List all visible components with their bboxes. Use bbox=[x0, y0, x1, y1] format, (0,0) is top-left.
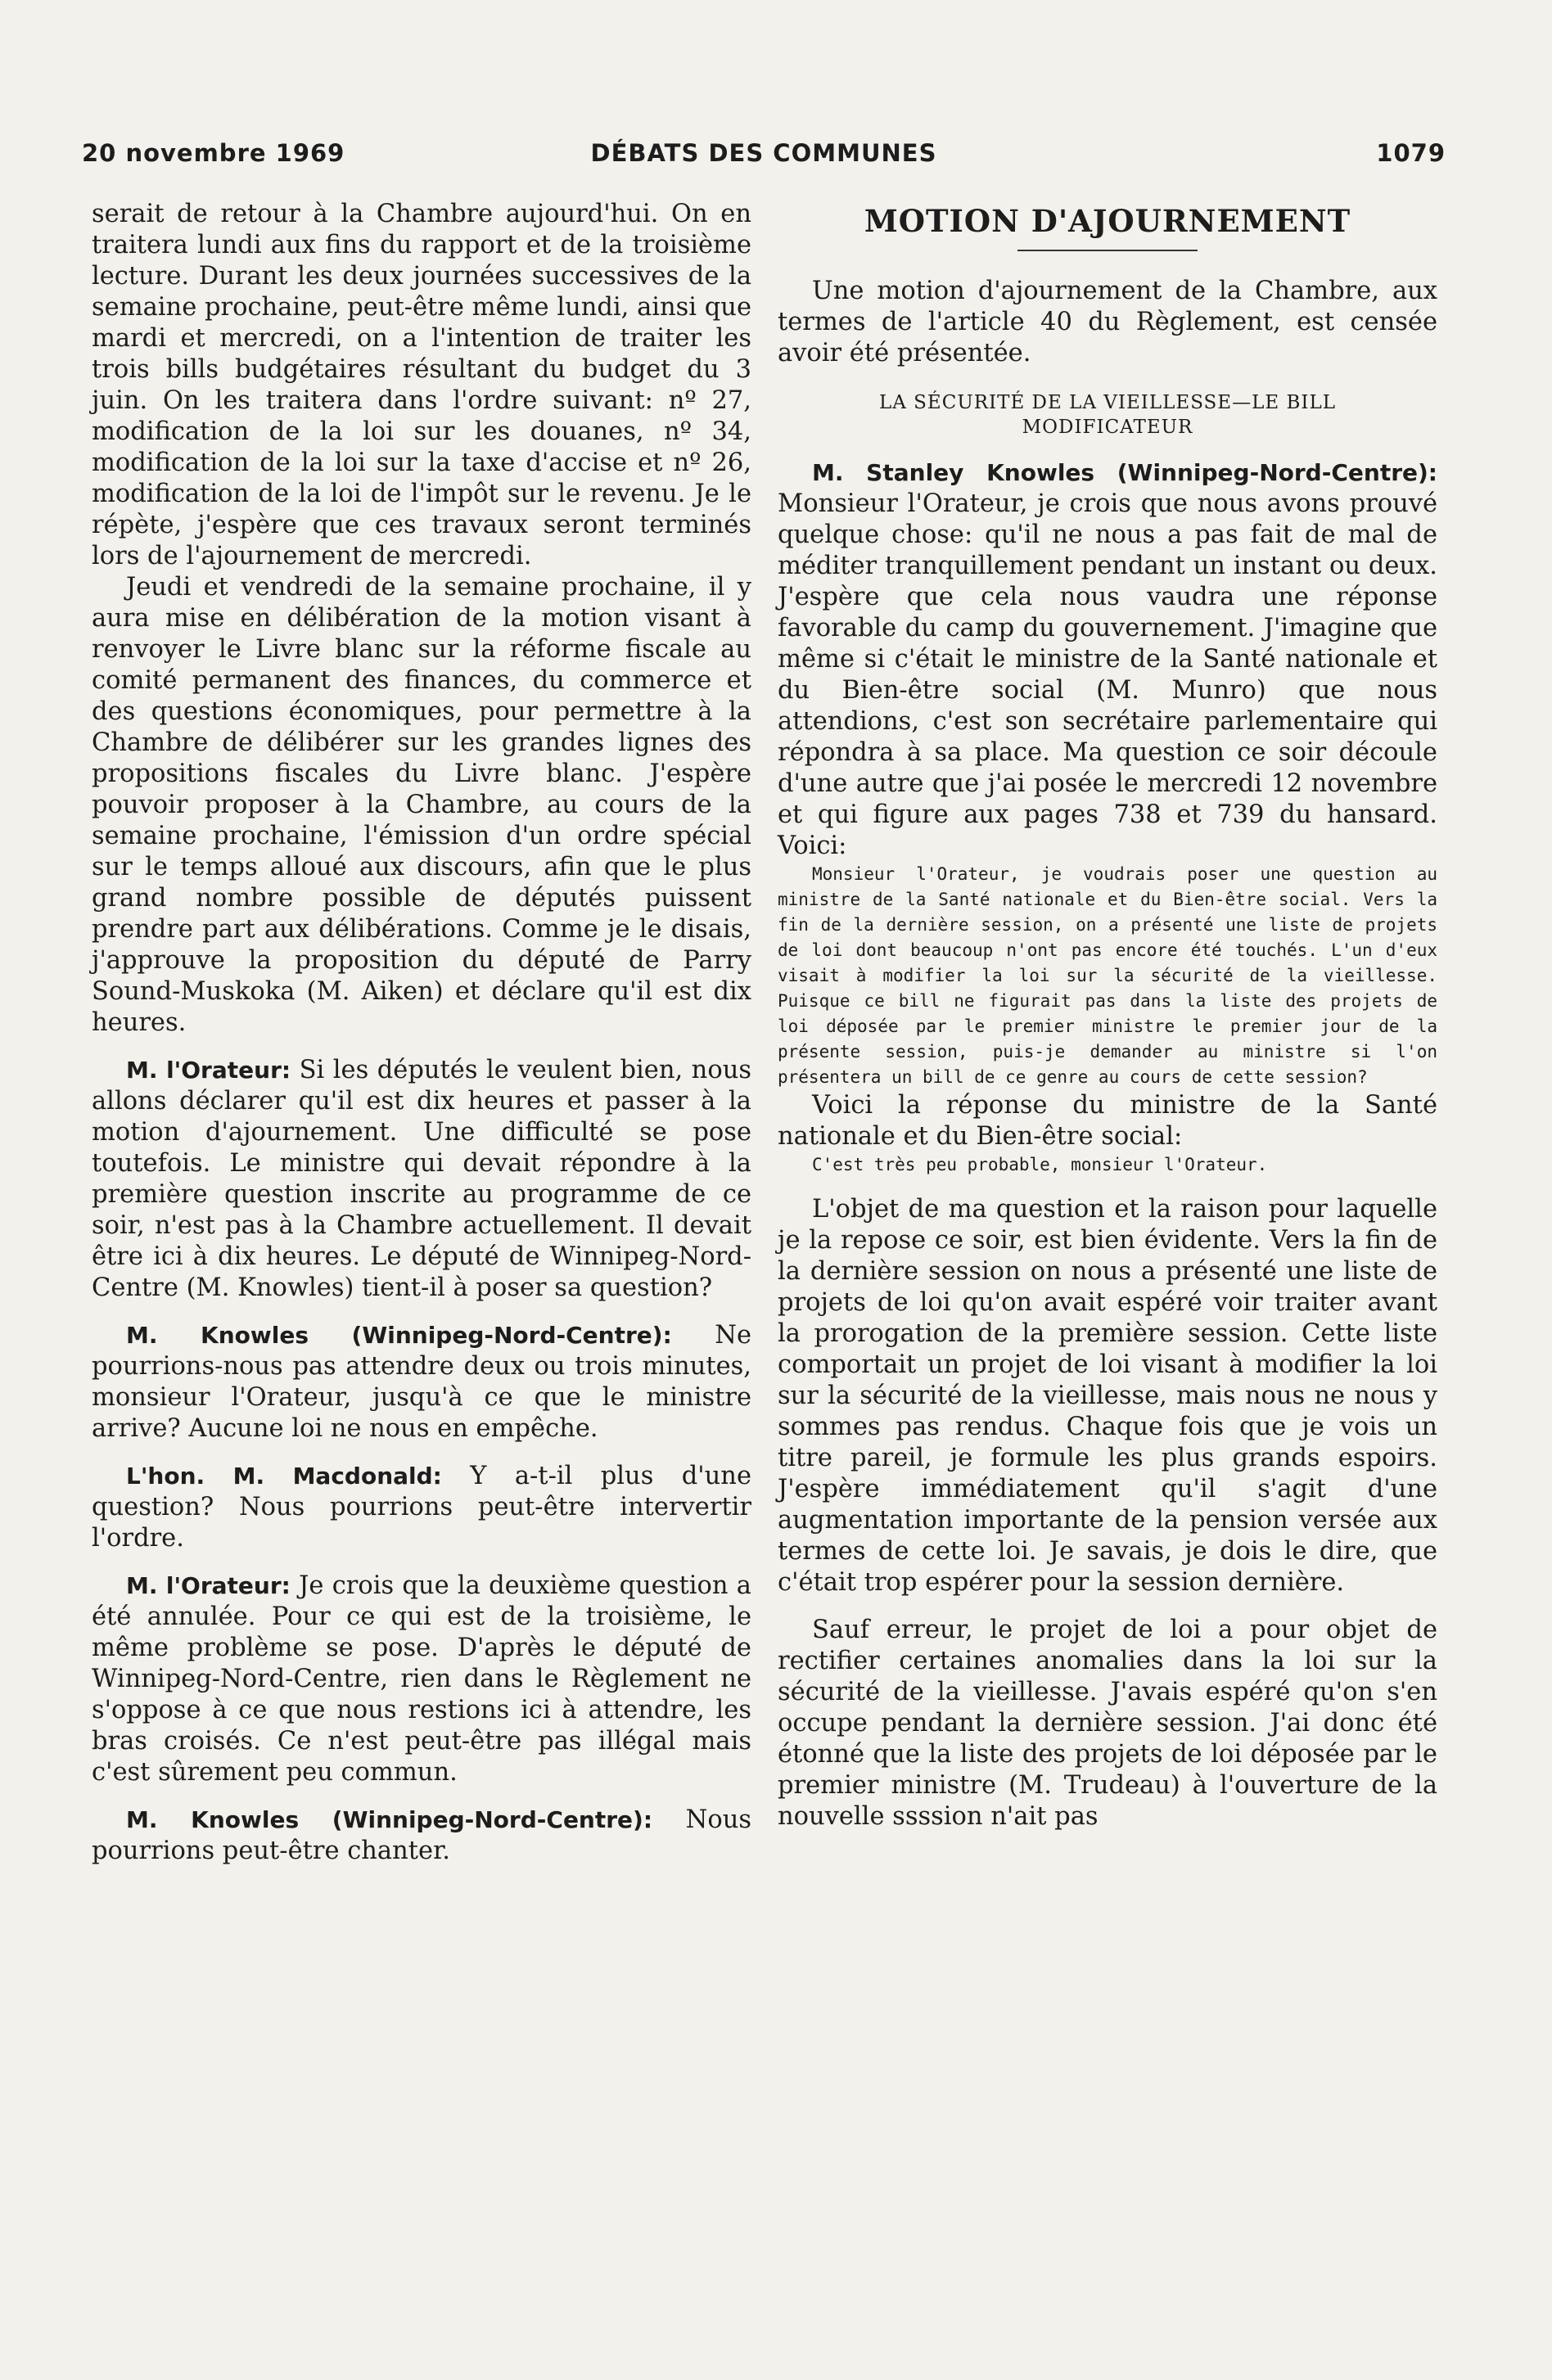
title-divider bbox=[1017, 250, 1198, 251]
paragraph: Une motion d'ajournement de la Chambre, aux termes de l'article 40 du Règlement, est censée avoir été présentée. bbox=[778, 277, 1437, 367]
header-date: 20 novembre 1969 bbox=[82, 139, 345, 167]
speaker-name: M. l'Orateur: bbox=[126, 1572, 291, 1599]
speech bbox=[92, 1805, 751, 1867]
paragraph: L'objet de ma question et la raison pour laquelle je la repose ce soir, est bien évidente. Vers la fin de la dernière session on nous a présenté une liste de projets de loi qu'on avait espéré voir traiter avant la prorogation de la première session. Cette liste comportait un projet de loi visant à modifier la loi sur la sécurité de la vieillesse, mais nous ne nous y sommes pas rendus. Chaque fois que je vois un titre pareil, je formule les plus grands espoirs. J'espère immédiatement qu'il s'agit d'une augmentation importante de la pension versée aux termes de cette loi. Je savais, je dois le dire, que c'était trop espérer pour la session dernière. bbox=[778, 1195, 1437, 1597]
subheading: LA SÉCURITÉ DE LA VIEILLESSE—LE BILL MODIFICATEUR bbox=[878, 392, 1336, 438]
right-column bbox=[778, 202, 1437, 1832]
paragraph: Jeudi et vendredi de la semaine prochaine, il y aura mise en délibération de la motion visant à renvoyer le Livre blanc sur la réforme fiscale au comité permanent des finances, du commerce et des questions économiques, pour permettre à la Chambre de délibérer sur les grandes lignes des propositions fiscales du Livre blanc. J'espère pouvoir proposer à la Chambre, au cours de la semaine prochaine, l'émission d'un ordre spécial sur le temps alloué aux discours, afin que le plus grand nombre possible de députés puissent prendre part aux délibérations. Comme je le disais, j'approuve la proposition du député de Parry Sound-Muskoka (M. Aiken) et déclare qu'il est dix heures. bbox=[92, 573, 751, 1037]
speech-text: Nous pourrions peut-être chanter. bbox=[92, 1805, 751, 1865]
speech bbox=[778, 458, 1437, 862]
paragraph: Sauf erreur, le projet de loi a pour objet de rectifier certaines anomalies dans la loi sur la sécurité de la vieillesse. J'avais espéré qu'on s'en occupe pendant la dernière session. J'ai donc été étonné que la liste des projets de loi déposée par le premier ministre (M. Trudeau) à l'ouverture de la nouvelle ssssion n'ait pas bbox=[778, 1616, 1437, 1831]
speech bbox=[92, 1055, 751, 1304]
left-column bbox=[92, 199, 751, 1867]
paragraph: Voici la réponse du ministre de la Santé nationale et du Bien-être social: bbox=[778, 1091, 1437, 1151]
speech-text: Je crois que la deuxième question a été annulée. Pour ce qui est de la troisième, le même problème se pose. D'après le député de Winnipeg-Nord-Centre, rien dans le Règlement ne s'oppose à ce que nous restions ici à attendre, les bras croisés. Ce n'est peut-être pas illégal mais c'est sûrement peu commun. bbox=[92, 1571, 751, 1787]
page-header bbox=[82, 139, 1446, 178]
page-number: 1079 bbox=[1376, 139, 1446, 167]
section-title: MOTION D'AJOURNEMENT bbox=[864, 203, 1351, 239]
quoted-answer: C'est très peu probable, monsieur l'Orateur. bbox=[812, 1155, 1268, 1174]
speech bbox=[92, 1320, 751, 1445]
speaker-name: M. Knowles (Winnipeg-Nord-Centre): bbox=[126, 1806, 653, 1833]
speech-text: Monsieur l'Orateur, je crois que nous avons prouvé quelque chose: qu'il ne nous a pas fait de mal de méditer tranquillement pendant un instant ou deux. J'espère que cela nous vaudra une réponse favorable du camp du gouvernement. J'imagine que même si c'était le ministre de la Santé nationale et du Bien-être social (M. Munro) que nous attendions, c'est son secrétaire parlementaire qui répondra à sa place. Ma question ce soir découle d'une autre que j'ai posée le mercredi 12 novembre et qui figure aux pages 738 et 739 du hansard. Voici: bbox=[778, 489, 1437, 860]
speaker-name: M. Knowles (Winnipeg-Nord-Centre): bbox=[126, 1322, 672, 1349]
speaker-name: M. Stanley Knowles (Winnipeg-Nord-Centre): bbox=[812, 459, 1437, 486]
paragraph: serait de retour à la Chambre aujourd'hui. On en traitera lundi aux fins du rapport et de la troisième lecture. Durant les deux journées successives de la semaine prochaine, peut-être même lundi, ainsi que mardi et mercredi, on a l'intention de traiter les trois bills budgétaires résultant du budget du 3 juin. On les traitera dans l'ordre suivant: nº 27, modification de la loi sur les douanes, nº 34, modification de la loi sur la taxe d'accise et nº 26, modification de la loi de l'impôt sur le revenu. Je le répète, j'espère que ces travaux seront terminés lors de l'ajournement de mercredi. bbox=[92, 200, 751, 570]
speech-text: Y a-t-il plus d'une question? Nous pourrions peut-être intervertir l'ordre. bbox=[92, 1462, 752, 1553]
speech-text: Ne pourrions-nous pas attendre deux ou trois minutes, monsieur l'Orateur, jusqu'à ce que le ministre arrive? Aucune loi ne nous en empêche. bbox=[92, 1321, 751, 1443]
header-title: DÉBATS DES COMMUNES bbox=[590, 139, 937, 167]
speaker-name: M. l'Orateur: bbox=[126, 1057, 291, 1084]
speech-text: Si les députés le veulent bien, nous allons déclarer qu'il est dix heures et passer à la motion d'ajournement. Une difficulté se pose toutefois. Le ministre qui devait répondre à la première question inscrite au programme de ce soir, n'est pas à la Chambre actuellement. Il devait être ici à dix heures. Le député de Winnipeg-Nord-Centre (M. Knowles) tient-il à poser sa question? bbox=[92, 1056, 751, 1302]
quoted-question: Monsieur l'Orateur, je voudrais poser une question au ministre de la Santé nationale et du Bien-être social. Vers la fin de la dernière session, on a présenté une liste de projets de loi dont beaucoup n'ont pas encore été touchés. L'un d'eux visait à modifier la loi sur la sécurité de la vieillesse. Puisque ce bill ne figurait pas dans la liste des projets de loi déposée par le premier ministre le premier jour de la présente session, puis-je demander au ministre si l'on présentera un bill de ce genre au cours de cette session? bbox=[778, 864, 1437, 1087]
speaker-name: L'hon. M. Macdonald: bbox=[126, 1463, 442, 1490]
speech bbox=[92, 1461, 751, 1554]
speech bbox=[92, 1571, 751, 1788]
